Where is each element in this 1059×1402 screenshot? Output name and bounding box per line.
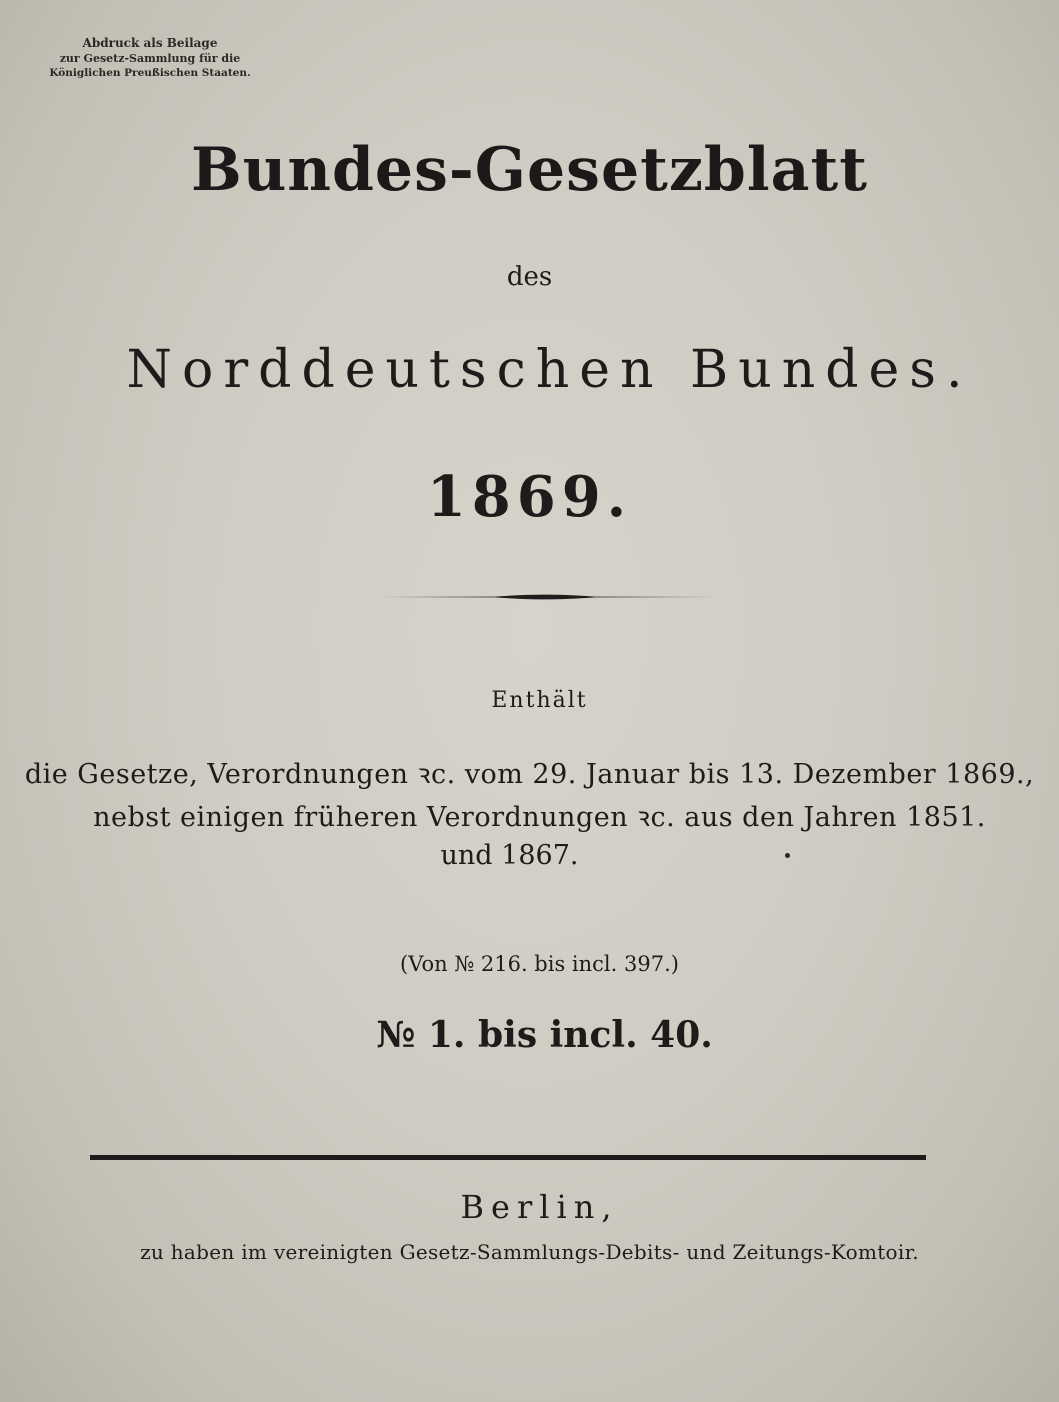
contents-line-2: nebst einigen früheren Verordnungen ꝛc. aus den Jahren 1851. (93, 802, 986, 833)
contents-line-3: und 1867. (440, 840, 579, 871)
imprint-city: Berlin, (460, 1188, 619, 1226)
issue-numbers: № 1. bis incl. 40. (376, 1014, 713, 1056)
stamp-line-2: zur Gesetz-Sammlung für die (59, 52, 241, 65)
title-norddeutschen-bundes: Norddeutschen Bundes. (126, 340, 973, 400)
document-title: Bundes-Gesetzblatt (191, 135, 868, 205)
stray-dot (785, 853, 790, 858)
title-des: des (506, 262, 553, 292)
issue-range: (Von № 216. bis incl. 397.) (400, 952, 679, 976)
ornamental-rule (375, 596, 715, 598)
stamp-line-3: Königlichen Preußischen Staaten. (49, 67, 251, 79)
imprint-publisher: zu haben im vereinigten Gesetz-Sammlungs-Debits- und Zeitungs-Komtoir. (140, 1240, 919, 1264)
divider-rule (90, 1155, 926, 1160)
beilage-stamp (40, 36, 260, 81)
title-year: 1869. (426, 464, 633, 530)
stamp-line-1: Abdruck als Beilage (82, 36, 218, 50)
contents-heading: Enthält (491, 688, 588, 713)
contents-line-1: die Gesetze, Verordnungen ꝛc. vom 29. Januar bis 13. Dezember 1869., (24, 759, 1035, 790)
